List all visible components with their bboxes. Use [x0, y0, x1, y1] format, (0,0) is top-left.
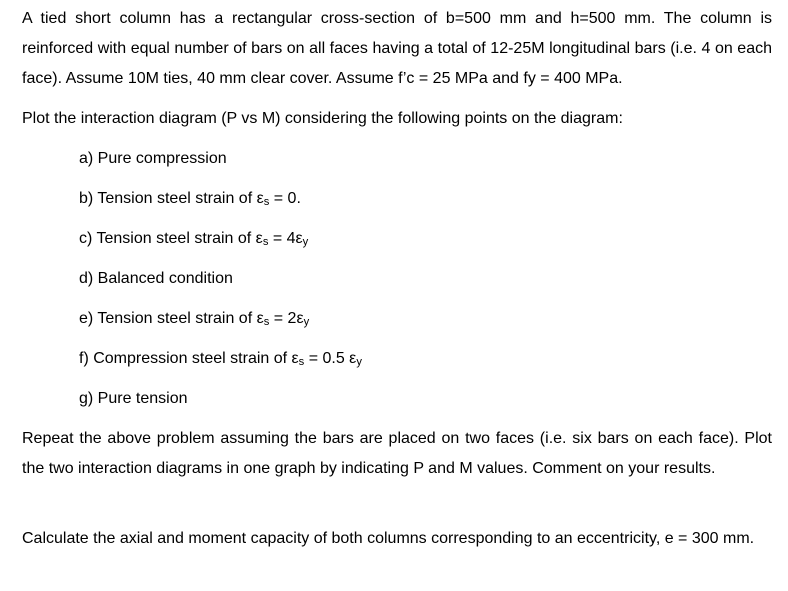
point-e: e) Tension steel strain of $\varepsilon_s = 2\varepsilon_y$ — [79, 310, 310, 329]
point-a: a) Pure compression — [79, 150, 227, 167]
final-question: Calculate the axial and moment capacity of both columns corresponding to an eccentricity, e = 300 mm. — [22, 530, 755, 547]
point-b: b) Tension steel strain of $\varepsilon_s = 0$. — [79, 190, 301, 209]
points-list — [79, 144, 362, 424]
plot-instruction: Plot the interaction diagram (P vs M) considering the following points on the diagram: — [22, 110, 623, 127]
point-g: g) Pure tension — [79, 390, 188, 407]
repeat-instruction: Repeat the above problem assuming the bars are placed on two faces (i.e. six bars on each face). Plot the two interaction diagrams in one graph by indicating P and M values. Comment on your results. — [22, 430, 772, 477]
point-d: d) Balanced condition — [79, 270, 233, 287]
problem-intro: A tied short column has a rectangular cross-section of b=500 mm and h=500 mm. The column is reinforced with equal number of bars on all faces having a total of 12-25M longitudinal bars (i.e. 4 on each face). Assume 10M ties, 40 mm clear cover. Assume f’c = 25 MPa and fy = 400 MPa. — [22, 10, 772, 87]
point-c: c) Tension steel strain of $\varepsilon_s = 4\varepsilon_y$ — [79, 230, 309, 249]
point-f: f) Compression steel strain of $\varepsilon_s = 0.5$ $\varepsilon_y$ — [79, 350, 362, 369]
